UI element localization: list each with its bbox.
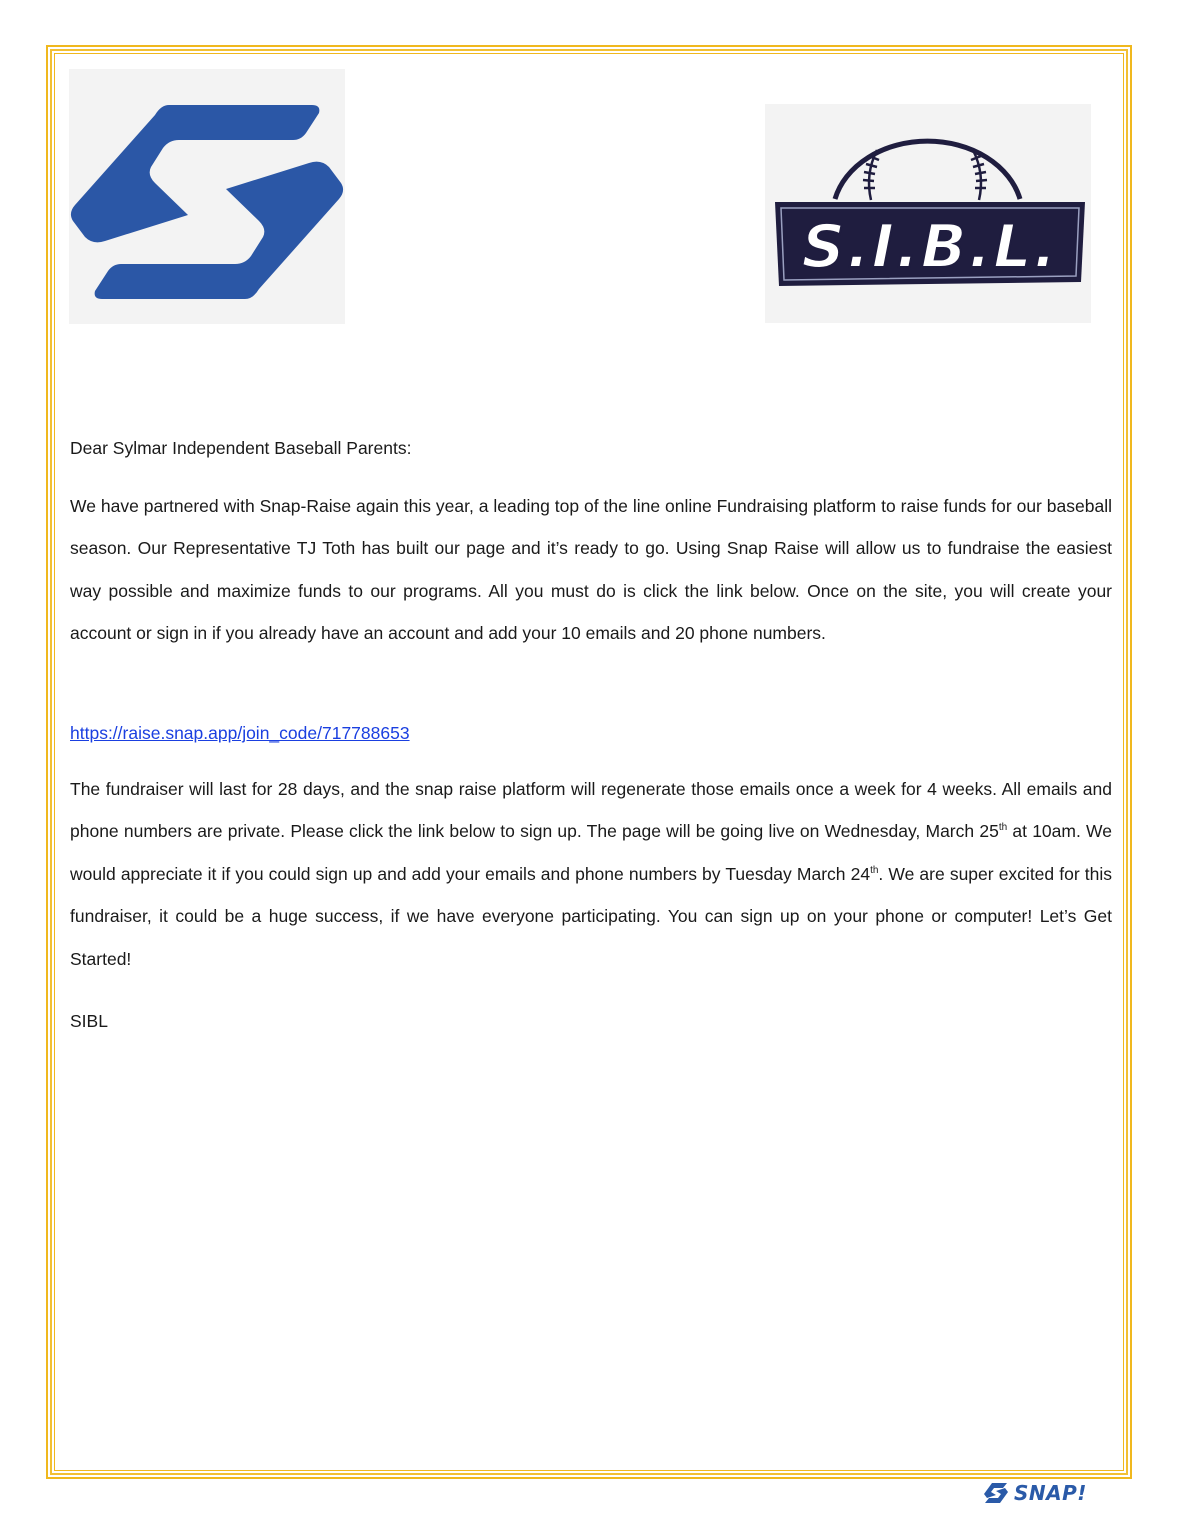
join-code-link[interactable]: https://raise.snap.app/join_code/717788653 [70,723,410,743]
footer-snap-brand [983,1480,1087,1506]
snap-s-logo-icon [69,69,345,324]
ordinal-suffix-24: th [870,864,879,876]
sibl-logo-text: S.I.B.L. [801,212,1059,282]
signature: SIBL [70,1011,108,1031]
paragraph-details-part1: The fundraiser will last for 28 days, and the snap raise platform will regenerate those emails once a week for 4 weeks. All emails and phone numbers are private. Please click the link below to sign up. The page will be going live on Wednesday, March 25 [70,779,1112,842]
snap-mark-icon [983,1482,1009,1504]
paragraph-details [70,768,1112,980]
join-link-line [70,721,1112,745]
ordinal-suffix-25: th [998,822,1008,834]
paragraph-details-part2: at 10am. We would appreciate it if you could sign up and add your emails and phone numbers by Tuesday March 24 [70,821,1112,884]
snap-logo [69,69,345,324]
sibl-baseball-logo-icon [765,104,1091,323]
footer-brand-text: SNAP! [1014,1481,1087,1505]
paragraph-intro: We have partnered with Snap-Raise again this year, a leading top of the line online Fundraising platform to raise funds for our baseball season. Our Representative TJ Toth has built our page and it’s ready to go. Using Snap Raise will allow us to fundraise the easiest way possible and maximize funds to our programs. All you must do is click the link below. Once on the site, you will create your account or sign in if you already have an account and add your 10 emails and 20 phone numbers. [70,496,1112,644]
sibl-logo [765,104,1091,323]
salutation: Dear Sylmar Independent Baseball Parents: [70,438,412,458]
paragraph-details-part3: . We are super excited for this fundraiser, it could be a huge success, if we have everyone participating. You can sign up on your phone or computer! Let’s Get Started! [70,863,1112,969]
